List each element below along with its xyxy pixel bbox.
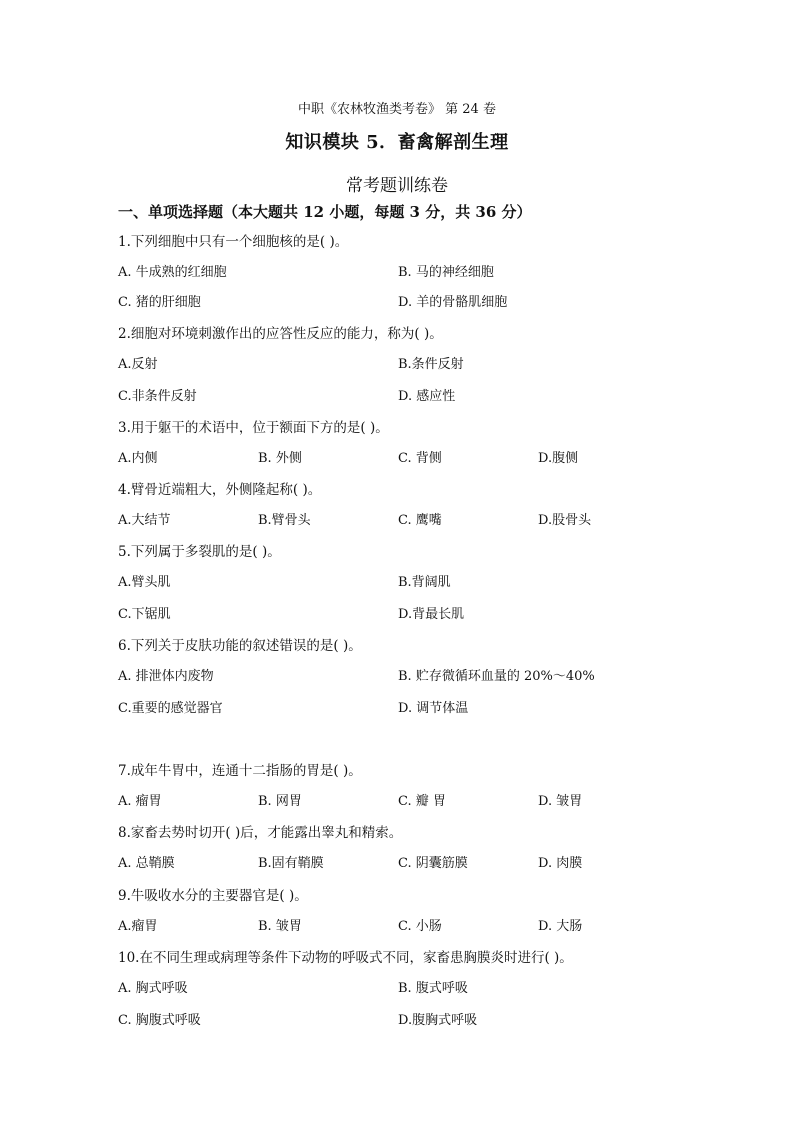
- option-b: B. 贮存微循环血量的 20%～40%: [398, 669, 595, 684]
- option-d: D. 调节体温: [398, 701, 469, 716]
- option-d: D. 羊的骨骼肌细胞: [398, 295, 508, 310]
- option-b: B.固有鞘膜: [258, 856, 324, 871]
- option-c: C. 阴囊筋膜: [398, 856, 468, 871]
- option-a: A.臂头肌: [118, 575, 171, 590]
- option-a: A. 排泄体内废物: [118, 669, 214, 684]
- question-stem: 8.家畜去势时切开( )后，才能露出睾丸和精索。: [118, 825, 403, 841]
- option-b: B. 网胃: [258, 794, 302, 809]
- option-d: D.腹侧: [538, 451, 579, 466]
- option-b: B. 腹式呼吸: [398, 981, 468, 996]
- option-c: C. 鹰嘴: [398, 513, 442, 528]
- exam-series-title: 中职《农林牧渔类考卷》 第 24 卷: [298, 102, 496, 117]
- option-a: A. 胸式呼吸: [118, 981, 188, 996]
- question-stem: 3.用于躯干的术语中，位于额面下方的是( )。: [118, 420, 389, 436]
- option-a: A.反射: [118, 357, 158, 372]
- option-d: D.腹胸式呼吸: [398, 1013, 478, 1028]
- module-title: 知识模块 5．畜禽解剖生理: [285, 132, 509, 153]
- option-d: D.背最长肌: [398, 607, 465, 622]
- option-a: A.大结节: [118, 513, 171, 528]
- option-c: C.非条件反射: [118, 389, 197, 404]
- section-heading: 一、单项选择题（本大题共 12 小题，每题 3 分，共 36 分）: [118, 203, 532, 221]
- option-a: A. 瘤胃: [118, 794, 162, 809]
- option-c: C. 小肠: [398, 919, 442, 934]
- option-c: C. 背侧: [398, 451, 442, 466]
- option-d: D.股骨头: [538, 513, 592, 528]
- question-stem: 6.下列关于皮肤功能的叙述错误的是( )。: [118, 638, 362, 654]
- option-a: A. 总鞘膜: [118, 856, 175, 871]
- question-stem: 4.臂骨近端粗大，外侧隆起称( )。: [118, 482, 322, 498]
- option-a: A.内侧: [118, 451, 158, 466]
- option-d: D. 感应性: [398, 389, 456, 404]
- question-stem: 1.下列细胞中只有一个细胞核的是( )。: [118, 234, 349, 250]
- option-c: C.重要的感觉器官: [118, 701, 223, 716]
- option-b: B. 皱胃: [258, 919, 302, 934]
- option-d: D. 皱胃: [538, 794, 583, 809]
- question-stem: 2.细胞对环境刺激作出的应答性反应的能力，称为( )。: [118, 326, 443, 342]
- option-a: A.瘤胃: [118, 919, 158, 934]
- question-stem: 5.下列属于多裂肌的是( )。: [118, 544, 281, 560]
- question-stem: 9.牛吸收水分的主要器官是( )。: [118, 888, 308, 904]
- option-b: B.臂骨头: [258, 513, 311, 528]
- option-b: B.背阔肌: [398, 575, 451, 590]
- option-b: B. 外侧: [258, 451, 302, 466]
- option-c: C. 胸腹式呼吸: [118, 1013, 201, 1028]
- question-stem: 10.在不同生理或病理等条件下动物的呼吸式不同，家畜患胸膜炎时进行( )。: [118, 950, 573, 966]
- option-b: B.条件反射: [398, 357, 464, 372]
- option-c: C. 瓣 胃: [398, 794, 446, 809]
- option-c: C. 猪的肝细胞: [118, 295, 201, 310]
- option-b: B. 马的神经细胞: [398, 265, 494, 280]
- option-c: C.下锯肌: [118, 607, 171, 622]
- option-d: D. 大肠: [538, 919, 583, 934]
- paper-subtitle: 常考题训练卷: [346, 176, 448, 196]
- option-a: A. 牛成熟的红细胞: [118, 265, 227, 280]
- option-d: D. 肉膜: [538, 856, 583, 871]
- question-stem: 7.成年牛胃中，连通十二指肠的胃是( )。: [118, 763, 362, 779]
